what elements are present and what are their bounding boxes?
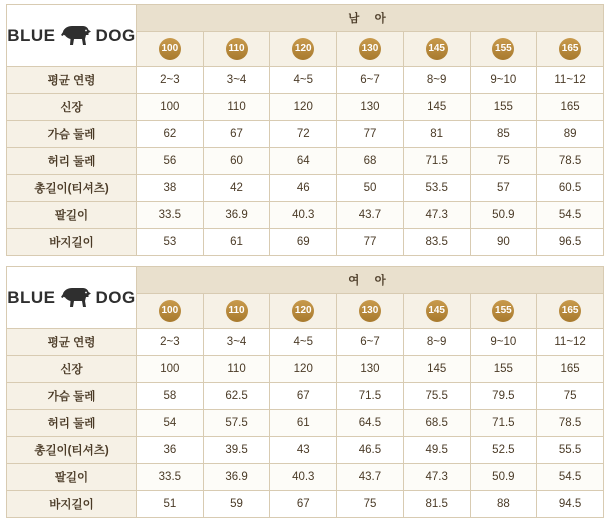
size-chip: 110	[226, 300, 248, 322]
cell-value: 47.3	[403, 464, 470, 491]
cell-value: 71.5	[470, 410, 537, 437]
cell-value: 3~4	[203, 329, 270, 356]
cell-value: 55.5	[537, 437, 604, 464]
cell-value: 75	[537, 383, 604, 410]
cell-value: 61	[270, 410, 337, 437]
size-chip: 130	[359, 38, 381, 60]
cell-value: 130	[337, 94, 404, 121]
cell-value: 100	[137, 356, 204, 383]
cell-value: 57.5	[203, 410, 270, 437]
table-header-row	[7, 267, 604, 294]
brand-name-right: DOG	[95, 287, 136, 307]
size-table-boys	[6, 4, 604, 256]
size-chip: 100	[159, 300, 181, 322]
cell-value: 51	[137, 491, 204, 518]
row-label: 평균 연령	[7, 67, 137, 94]
cell-value: 56	[137, 148, 204, 175]
size-chip-cell	[403, 32, 470, 67]
cell-value: 3~4	[203, 67, 270, 94]
cell-value: 100	[137, 94, 204, 121]
row-label: 허리 둘레	[7, 148, 137, 175]
cell-value: 54	[137, 410, 204, 437]
size-chip: 165	[559, 300, 581, 322]
cell-value: 68.5	[403, 410, 470, 437]
cell-value: 78.5	[537, 148, 604, 175]
row-label: 바지길이	[7, 491, 137, 518]
cell-value: 67	[270, 383, 337, 410]
cell-value: 43	[270, 437, 337, 464]
cell-value: 50.9	[470, 202, 537, 229]
cell-value: 62	[137, 121, 204, 148]
size-chip-cell	[137, 294, 204, 329]
cell-value: 61	[203, 229, 270, 256]
table-row	[7, 356, 604, 383]
size-chip: 155	[492, 300, 514, 322]
cell-value: 8~9	[403, 67, 470, 94]
cell-value: 53	[137, 229, 204, 256]
size-table-girls	[6, 266, 604, 518]
brand-logo-cell	[7, 5, 137, 67]
cell-value: 145	[403, 94, 470, 121]
size-chip-cell	[337, 32, 404, 67]
brand-name-right: DOG	[95, 25, 136, 45]
size-chip-cell	[137, 32, 204, 67]
row-label: 허리 둘레	[7, 410, 137, 437]
size-chip: 165	[559, 38, 581, 60]
cell-value: 67	[270, 491, 337, 518]
cell-value: 69	[270, 229, 337, 256]
cell-value: 36.9	[203, 464, 270, 491]
cell-value: 50	[337, 175, 404, 202]
cell-value: 36	[137, 437, 204, 464]
cell-value: 58	[137, 383, 204, 410]
cell-value: 43.7	[337, 464, 404, 491]
table-row	[7, 148, 604, 175]
table-row	[7, 383, 604, 410]
cell-value: 81	[403, 121, 470, 148]
cell-value: 54.5	[537, 202, 604, 229]
table-row	[7, 175, 604, 202]
cell-value: 77	[337, 229, 404, 256]
cell-value: 38	[137, 175, 204, 202]
brand-logo-cell	[7, 267, 137, 329]
cell-value: 79.5	[470, 383, 537, 410]
row-label: 신장	[7, 94, 137, 121]
cell-value: 57	[470, 175, 537, 202]
cell-value: 88	[470, 491, 537, 518]
cell-value: 50.9	[470, 464, 537, 491]
cell-value: 49.5	[403, 437, 470, 464]
size-chip-cell	[203, 32, 270, 67]
cell-value: 62.5	[203, 383, 270, 410]
cell-value: 43.7	[337, 202, 404, 229]
cell-value: 11~12	[537, 67, 604, 94]
cell-value: 60	[203, 148, 270, 175]
row-label: 가슴 둘레	[7, 121, 137, 148]
cell-value: 71.5	[337, 383, 404, 410]
size-chip-cell	[270, 294, 337, 329]
size-chip: 100	[159, 38, 181, 60]
cell-value: 83.5	[403, 229, 470, 256]
cell-value: 33.5	[137, 202, 204, 229]
cell-value: 4~5	[270, 67, 337, 94]
cell-value: 46	[270, 175, 337, 202]
size-chip-cell	[470, 294, 537, 329]
dog-icon	[59, 285, 93, 311]
cell-value: 8~9	[403, 329, 470, 356]
cell-value: 67	[203, 121, 270, 148]
cell-value: 90	[470, 229, 537, 256]
cell-value: 6~7	[337, 329, 404, 356]
size-chip: 145	[426, 300, 448, 322]
size-chip-cell	[270, 32, 337, 67]
brand-logo	[7, 17, 136, 55]
table-row	[7, 410, 604, 437]
cell-value: 33.5	[137, 464, 204, 491]
cell-value: 11~12	[537, 329, 604, 356]
cell-value: 155	[470, 94, 537, 121]
cell-value: 9~10	[470, 329, 537, 356]
cell-value: 68	[337, 148, 404, 175]
cell-value: 120	[270, 356, 337, 383]
cell-value: 42	[203, 175, 270, 202]
size-chip: 110	[226, 38, 248, 60]
row-label: 총길이(티셔츠)	[7, 175, 137, 202]
cell-value: 75	[337, 491, 404, 518]
table-row	[7, 464, 604, 491]
cell-value: 75.5	[403, 383, 470, 410]
size-chip-cell	[537, 32, 604, 67]
size-chip: 120	[292, 38, 314, 60]
cell-value: 64.5	[337, 410, 404, 437]
cell-value: 110	[203, 356, 270, 383]
table-row	[7, 94, 604, 121]
size-chip: 145	[426, 38, 448, 60]
cell-value: 52.5	[470, 437, 537, 464]
brand-logo	[7, 279, 136, 317]
size-chip-cell	[403, 294, 470, 329]
table-row	[7, 67, 604, 94]
cell-value: 47.3	[403, 202, 470, 229]
cell-value: 71.5	[403, 148, 470, 175]
cell-value: 165	[537, 94, 604, 121]
cell-value: 145	[403, 356, 470, 383]
cell-value: 89	[537, 121, 604, 148]
cell-value: 40.3	[270, 202, 337, 229]
size-chip: 130	[359, 300, 381, 322]
table-row	[7, 202, 604, 229]
cell-value: 2~3	[137, 329, 204, 356]
table-row	[7, 437, 604, 464]
row-label: 팔길이	[7, 464, 137, 491]
cell-value: 110	[203, 94, 270, 121]
cell-value: 96.5	[537, 229, 604, 256]
cell-value: 94.5	[537, 491, 604, 518]
table-row	[7, 491, 604, 518]
table-header-row	[7, 5, 604, 32]
row-label: 바지길이	[7, 229, 137, 256]
size-chip-cell	[203, 294, 270, 329]
cell-value: 53.5	[403, 175, 470, 202]
cell-value: 59	[203, 491, 270, 518]
dog-icon	[59, 23, 93, 49]
row-label: 신장	[7, 356, 137, 383]
cell-value: 2~3	[137, 67, 204, 94]
cell-value: 4~5	[270, 329, 337, 356]
cell-value: 64	[270, 148, 337, 175]
section-title-girls: 여 아	[137, 267, 604, 294]
cell-value: 39.5	[203, 437, 270, 464]
cell-value: 81.5	[403, 491, 470, 518]
table-row	[7, 329, 604, 356]
brand-name-left: BLUE	[7, 287, 56, 307]
section-title-boys: 남 아	[137, 5, 604, 32]
row-label: 평균 연령	[7, 329, 137, 356]
cell-value: 78.5	[537, 410, 604, 437]
cell-value: 120	[270, 94, 337, 121]
row-label: 총길이(티셔츠)	[7, 437, 137, 464]
cell-value: 165	[537, 356, 604, 383]
cell-value: 9~10	[470, 67, 537, 94]
cell-value: 40.3	[270, 464, 337, 491]
cell-value: 72	[270, 121, 337, 148]
cell-value: 36.9	[203, 202, 270, 229]
cell-value: 77	[337, 121, 404, 148]
cell-value: 85	[470, 121, 537, 148]
table-row	[7, 121, 604, 148]
cell-value: 60.5	[537, 175, 604, 202]
brand-name-left: BLUE	[7, 25, 56, 45]
cell-value: 130	[337, 356, 404, 383]
table-row	[7, 229, 604, 256]
cell-value: 155	[470, 356, 537, 383]
row-label: 팔길이	[7, 202, 137, 229]
size-chip-cell	[470, 32, 537, 67]
cell-value: 75	[470, 148, 537, 175]
cell-value: 54.5	[537, 464, 604, 491]
cell-value: 46.5	[337, 437, 404, 464]
row-label: 가슴 둘레	[7, 383, 137, 410]
size-chip: 155	[492, 38, 514, 60]
cell-value: 6~7	[337, 67, 404, 94]
size-chip: 120	[292, 300, 314, 322]
size-chip-cell	[337, 294, 404, 329]
size-chip-cell	[537, 294, 604, 329]
